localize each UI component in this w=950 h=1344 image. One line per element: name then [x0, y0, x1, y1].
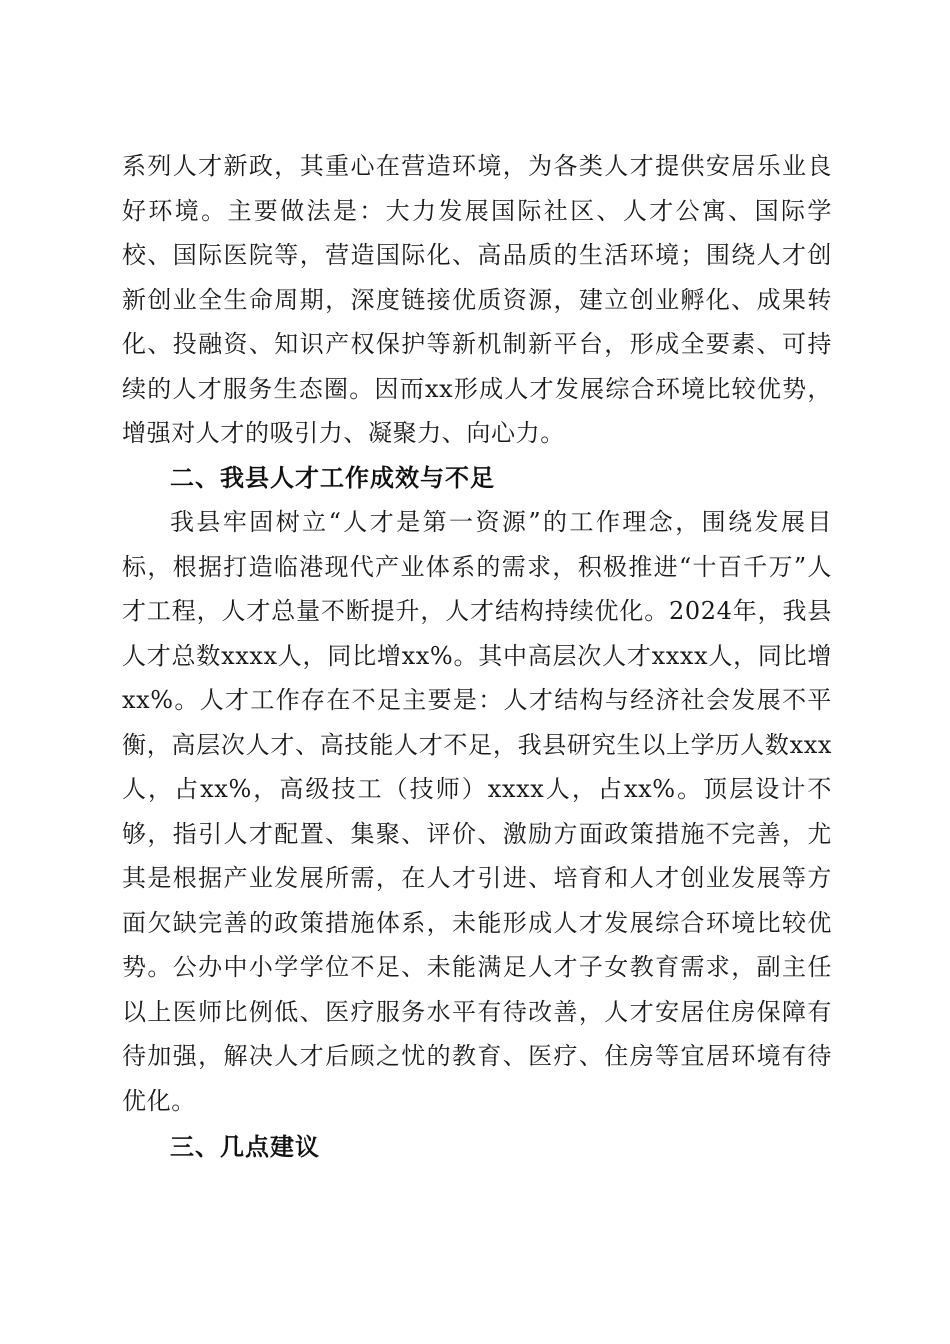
paragraph-achievements: 我县牢固树立“人才是第一资源”的工作理念，围绕发展目标，根据打造临港现代产业体系的需求，积极推进“十百千万”人才工程，人才总量不断提升，人才结构持续优化。2024年，我县人才总数xxxx人，同比增xx%。其中高层次人才xxxx人，同比增xx%。人才工作存在不足主要是：人才结构与经济社会发展不平衡，高层次人才、高技能人才不足，我县研究生以上学历人数xxx人，占xx%，高级技工（技师）xxxx人，占xx%。顶层设计不够，指引人才配置、集聚、评价、激励方面政策措施不完善，尤其是根据产业发展所需，在人才引进、培育和人才创业发展等方面欠缺完善的政策措施体系，未能形成人才发展综合环境比较优势。公办中小学学位不足、未能满足人才子女教育需求，副主任以上医师比例低、医疗服务水平有待改善，人才安居住房保障有待加强，解决人才后顾之忧的教育、医疗、住房等宜居环境有待优化。	[122, 508, 832, 1115]
paragraph-continuation: 系列人才新政，其重心在营造环境，为各类人才提供安居乐业良好环境。主要做法是：大力发展国际社区、人才公寓、国际学校、国际医院等，营造国际化、高品质的生活环境；围绕人才创新创业全生命周期，深度链接优质资源，建立创业孵化、成果转化、投融资、知识产权保护等新机制新平台，形成全要素、可持续的人才服务生态圈。因而xx形成人才发展综合环境比较优势，增强对人才的吸引力、凝聚力、向心力。	[122, 152, 832, 447]
document-body	[122, 144, 832, 1170]
section-heading-3: 三、几点建议	[170, 1133, 320, 1161]
section-heading-2: 二、我县人才工作成效与不足	[170, 463, 495, 492]
